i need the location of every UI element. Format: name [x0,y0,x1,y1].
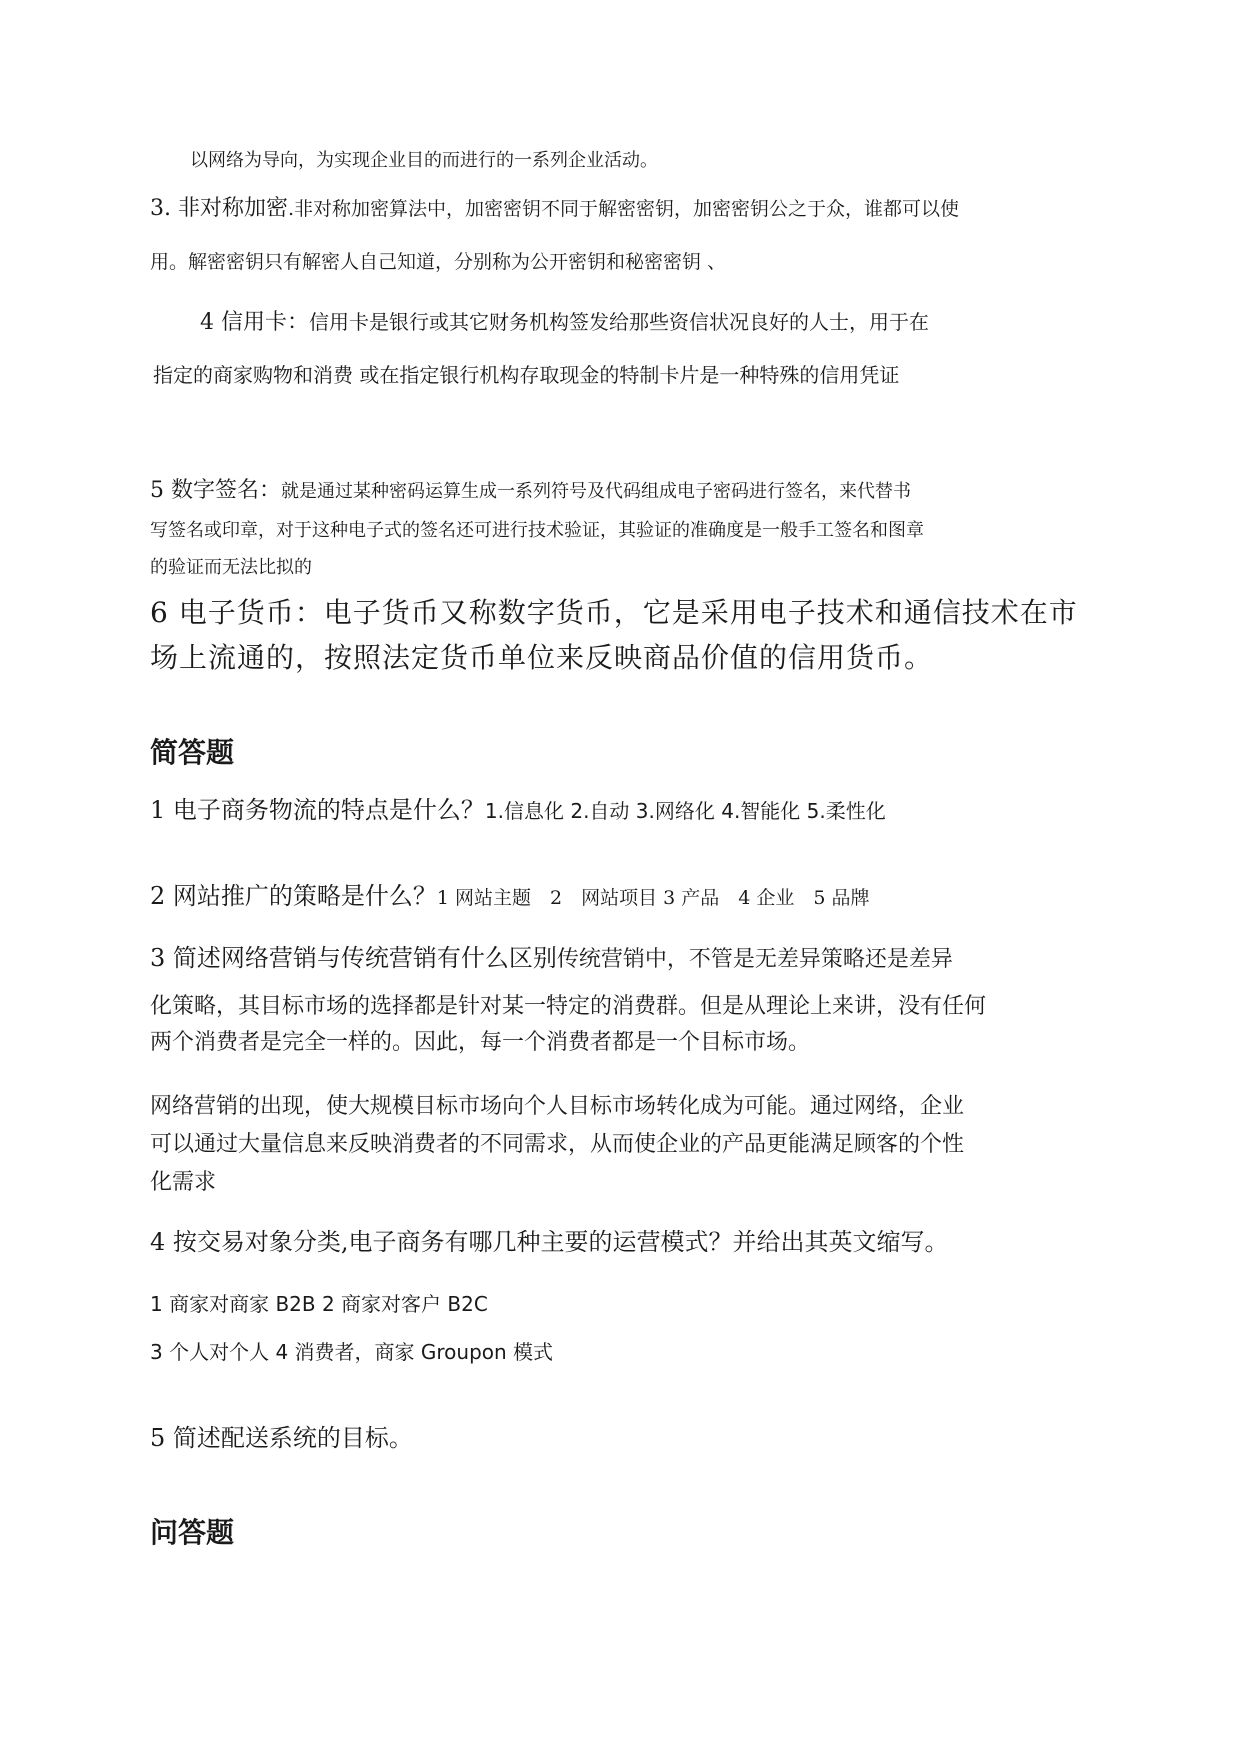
item4-title: 4 信用卡： [200,310,309,335]
q3-line1 [150,944,1100,973]
q1-answer: 1.信息化 2.自动 3.网络化 4.智能化 5.柔性化 [484,799,886,823]
q3-text1: 传统营销中，不管是无差异策略还是差异 [556,947,953,972]
q5-question: 5 简述配送系统的目标。 [150,1424,413,1452]
q4-question: 4 按交易对象分类,电子商务有哪几种主要的运营模式？并给出其英文缩写。 [150,1228,949,1256]
q1-line [150,796,1100,825]
intro-end-line: 以网络为导向，为实现企业目的而进行的一系列企业活动。 [190,150,658,171]
item5-title: 5 数字签名： [150,478,281,503]
item6-line1: 6 电子货币：电子货币又称数字货币，它是采用电子技术和通信技术在市 [150,596,1078,629]
q1-question: 1 电子商务物流的特点是什么？ [150,796,485,824]
q3-line3: 两个消费者是完全一样的。因此，每一个消费者都是一个目标市场。 [150,1030,811,1055]
item4-text1: 信用卡是银行或其它财务机构签发给那些资信状况良好的人士，用于在 [309,310,929,334]
item3-line1 [150,196,1100,222]
section-qa: 问答题 [150,1516,235,1549]
item5-line1 [150,478,1100,504]
item4-line1 [200,310,1150,336]
q3-para2-line2: 可以通过大量信息来反映消费者的不同需求，从而使企业的产品更能满足顾客的个性 [150,1132,965,1157]
q3-question: 3 简述网络营销与传统营销有什么区别 [150,944,557,972]
item6-line2: 场上流通的，按照法定货币单位来反映商品价值的信用货币。 [150,641,934,674]
item3-title: 3. 非对称加密 [150,196,288,221]
q3-para2-line1: 网络营销的出现，使大规模目标市场向个人目标市场转化成为可能。通过网络，企业 [150,1094,965,1119]
item3-line2: 用。解密密钥只有解密人自己知道，分别称为公开密钥和秘密密钥 、 [150,251,727,273]
item5-line2: 写签名或印章，对于这种电子式的签名还可进行技术验证，其验证的准确度是一般手工签名和图章 [150,520,924,541]
q2-line [150,882,1100,911]
q4-answer1: 1 商家对商家 B2B 2 商家对客户 B2C [150,1292,488,1316]
q2-answer: 1 网站主题 2 网站项目 3 产品 4 企业 5 品牌 [436,887,870,909]
item4-line2: 指定的商家购物和消费 或在指定银行机构存取现金的特制卡片是一种特殊的信用凭证 [153,363,900,387]
item3-text1: .非对称加密算法中，加密密钥不同于解密密钥，加密密钥公之于众，谁都可以使 [287,198,960,220]
item5-line3: 的验证而无法比拟的 [150,557,312,578]
q3-line2: 化策略，其目标市场的选择都是针对某一特定的消费群。但是从理论上来讲，没有任何 [150,994,987,1019]
item5-text1: 就是通过某种密码运算生成一系列符号及代码组成电子密码进行签名，来代替书 [281,481,911,502]
q3-para2-line3: 化需求 [150,1170,217,1195]
section-short-answer: 简答题 [150,736,235,769]
q2-question: 2 网站推广的策略是什么？ [150,882,437,910]
q4-answer2: 3 个人对个人 4 消费者，商家 Groupon 模式 [150,1340,554,1364]
